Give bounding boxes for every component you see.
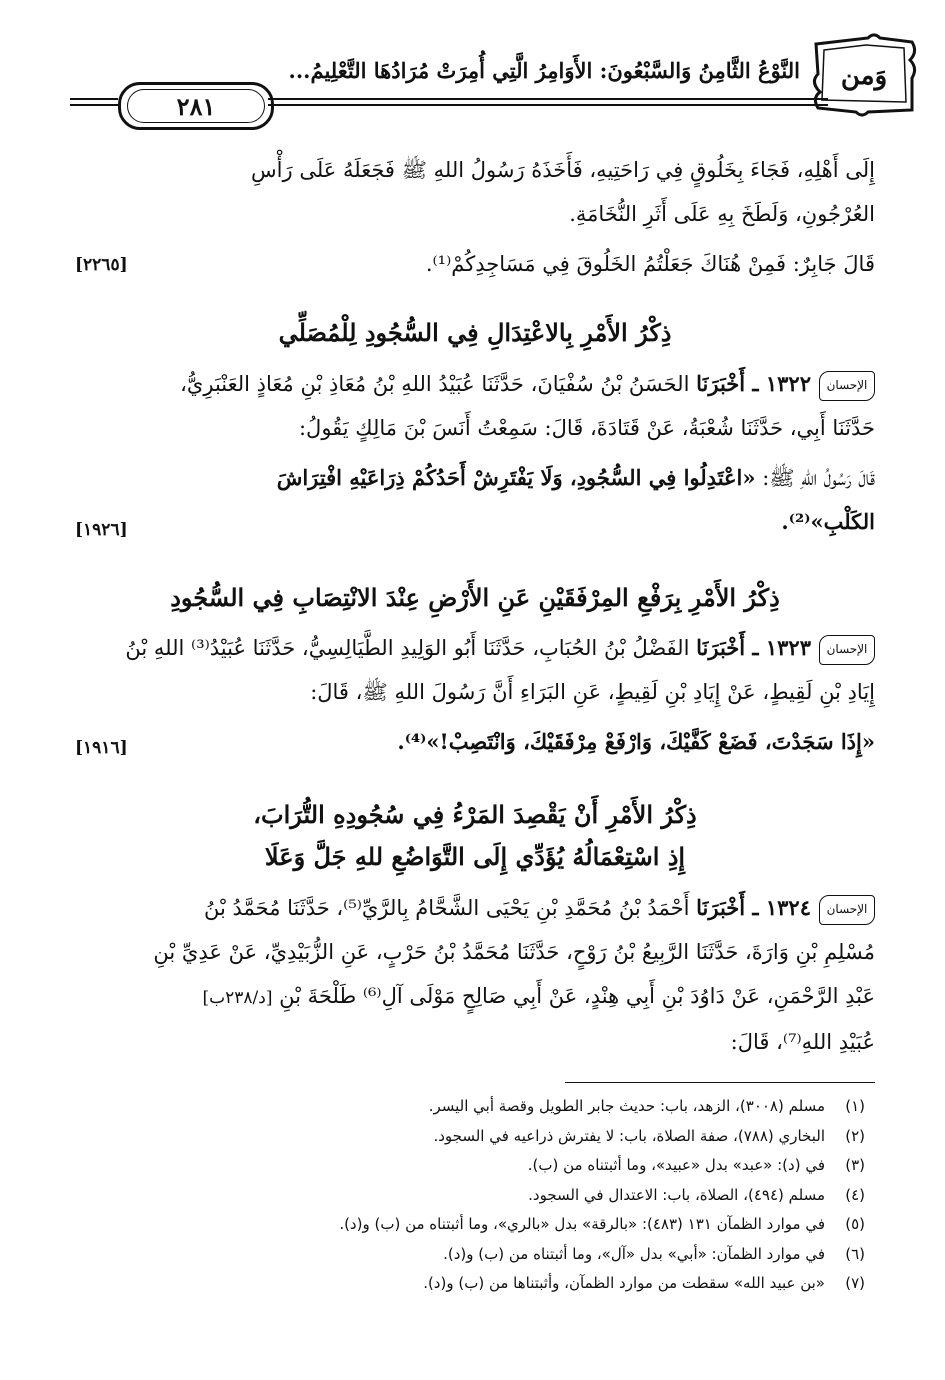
text-line: الإحسان١٣٢٢ ـ أَخْبَرَنَا الحَسَنُ بْنُ سُفْيَانَ، حَدَّثَنَا عُبَيْدُ اللهِ بْنُ مُعَاذِ بْنِ مُعَاذٍ العَنْبَرِيُّ، [75, 362, 875, 406]
text-line: مُسْلِمِ بْنِ وَارَةَ، حَدَّثَنَا الرَّبِيعُ بْنُ رَوْحٍ، حَدَّثَنَا مُحَمَّدُ بْنُ حَرْبٍ، عَنِ الزُّبَيْدِيِّ، عَنْ عَدِيِّ بْنِ [153, 940, 875, 964]
header-rule [70, 104, 118, 106]
text-line [195, 720, 875, 764]
hadith-number: ١٣٢٢ ـ أَخْبَرَنَا [696, 371, 811, 396]
footnote: (٧) «بن عبيد الله» سقطت من موارد الظمآن، وأثبتناها من (ب) و(د). [423, 1274, 865, 1292]
section-heading: ذِكْرُ الأَمْرِ بِالاعْتِدَالِ فِي السُّجُودِ لِلْمُصَلِّي [278, 318, 672, 347]
prophetic-text: «اعْتَدِلُوا فِي السُّجُودِ، وَلَا يَفْتَرِشْ أَحَدُكُمْ ذِرَاعَيْهِ افْتِرَاشَ [276, 465, 756, 490]
paragraph-2 [155, 242, 875, 286]
section-heading: ذِكْرُ الأَمْرِ أَنْ يَقْصِدَ المَرْءُ فِي سُجُودِهِ التُّرَابَ، [253, 800, 697, 829]
text-line: عُبَيْدِ اللهِ⁽⁷⁾، قَالَ: [730, 1030, 875, 1054]
hadith-1324 [75, 886, 875, 1064]
text-line: قَالَ رَسُولُ اللهِ ﷺ: «اعْتَدِلُوا فِي السُّجُودِ، وَلَا يَفْتَرِشْ أَحَدُكُمْ ذِرَاعَيْهِ افْتِرَاشَ [276, 465, 875, 490]
footnote: (١) مسلم (٣٠٠٨)، الزهد، باب: حديث جابر الطويل وقصة أبي اليسر. [428, 1097, 865, 1115]
reference-number: [١٩٢٦] [75, 520, 128, 540]
paragraph-1 [75, 148, 875, 236]
reference-number: [٢٢٦٥] [75, 255, 128, 275]
header-rule [70, 98, 118, 100]
footnote-rule [565, 1082, 875, 1083]
ihsan-badge: الإحسان [819, 895, 875, 925]
section-heading: ذِكْرُ الأَمْرِ بِرَفْعِ المِرْفَقَيْنِ عَنِ الأَرْضِ عِنْدَ الانْتِصَابِ فِي السُّجُودِ [170, 583, 780, 612]
header-rule [268, 98, 828, 100]
page-number: ٢٨١ [118, 82, 274, 130]
text-line: عَبْدِ الرَّحْمَنِ، عَنْ دَاوُدَ بْنِ أَبِي هِنْدٍ، عَنْ أَبِي صَالِحٍ مَوْلَى آلِ⁽⁶⁾ طَلْحَةَ بْنِ [د/٢٣٨ب] [202, 984, 875, 1008]
text-line: الإحسان١٣٢٤ ـ أَخْبَرَنَا أَحْمَدُ بْنُ مُحَمَّدِ بْنِ يَحْيَى الشَّحَّامُ بِالرَّيِّ⁽⁵⁾، حَدَّثَنَا مُحَمَّدُ بْنُ [75, 886, 875, 930]
page-header [70, 22, 920, 122]
hadith-1323 [75, 626, 875, 764]
text-line: العُرْجُونِ، وَلَطَخَ بِهِ عَلَى أَثَرِ النُّخَامَةِ. [569, 202, 875, 226]
hadith-1322 [75, 362, 875, 544]
ihsan-badge: الإحسان [819, 635, 875, 665]
text-line: إِيَادِ بْنِ لَقِيطٍ، عَنْ إِيَادِ بْنِ لَقِيطٍ، عَنِ البَرَاءِ أَنَّ رَسُولَ اللهِ ﷺ، قَالَ: [310, 680, 875, 704]
text-line: حَدَّثَنَا أَبِي، حَدَّثَنَا شُعْبَةُ، عَنْ قَتَادَةَ، قَالَ: سَمِعْتُ أَنَسَ بْنَ مَالِكٍ يَقُولُ: [298, 416, 875, 440]
footnote: (٦) في موارد الظمآن: «أبي» بدل «آل»، وما أثبتناه من (ب) و(د). [443, 1244, 865, 1263]
section-heading: إِذِ اسْتِعْمَالُهُ يُؤَدِّي إِلَى التَّوَاضُعِ للهِ جَلَّ وَعَلَا [264, 842, 686, 871]
text-line: الإحسان١٣٢٣ ـ أَخْبَرَنَا الفَضْلُ بْنُ الحُبَابِ، حَدَّثَنَا أَبُو الوَلِيدِ الطَّيَالِسِيُّ، حَدَّثَنَا عُبَيْدُ⁽³⁾ اللهِ بْنُ [75, 626, 875, 670]
prophetic-text: الكَلْبِ»⁽²⁾. [781, 509, 875, 534]
text-line: قَالَ جَابِرٌ: فَمِنْ هُنَاكَ جَعَلْتُمُ الخَلُوقَ فِي مَسَاجِدِكُمْ⁽¹⁾. [425, 252, 875, 276]
text-line: إِلَى أَهْلِهِ، فَجَاءَ بِخَلُوقٍ فِي رَاحَتِيهِ، فَأَخَذَهُ رَسُولُ اللهِ ﷺ فَجَعَلَهُ عَلَى رَأْسِ [251, 158, 875, 182]
footnotes [85, 1092, 865, 1299]
footnote: (٥) في موارد الظمآن ١٣١ (٤٨٣): «بالرقة» بدل «بالري»، وما أثبتناه من (ب) و(د). [339, 1215, 865, 1233]
reference-number: [١٩١٦] [75, 738, 128, 758]
footnote: (٣) في (د): «عبد» بدل «عبيد»، وما أثبتناه من (ب). [527, 1156, 865, 1174]
running-title: النَّوْعُ الثَّامِنُ وَالسَّبْعُونَ: الأَوَامِرُ الَّتِي أُمِرَتْ مُرَادُهَا التَّعْلِيمُ... [288, 58, 800, 83]
hadith-number: ١٣٢٤ ـ أَخْبَرَنَا [696, 895, 811, 920]
footnote: (٢) البخاري (٧٨٨)، صفة الصلاة، باب: لا يفترش ذراعيه في السجود. [433, 1126, 865, 1145]
ihsan-badge: الإحسان [819, 371, 875, 401]
manuscript-ref: [د/٢٣٨ب] [202, 988, 273, 1008]
svg-text:وَمن: وَمن [840, 61, 888, 91]
footnote: (٤) مسلم (٤٩٤)، الصلاة، باب: الاعتدال في السجود. [528, 1185, 865, 1204]
header-rule [268, 104, 828, 106]
hadith-number: ١٣٢٣ ـ أَخْبَرَنَا [696, 635, 811, 660]
prophetic-text: «إِذَا سَجَدْتَ، فَضَعْ كَفَّيْكَ، وَارْفَعْ مِرْفَقَيْكَ، وَانْتَصِبْ!»⁽⁴⁾. [397, 729, 875, 754]
text-line [75, 500, 875, 544]
